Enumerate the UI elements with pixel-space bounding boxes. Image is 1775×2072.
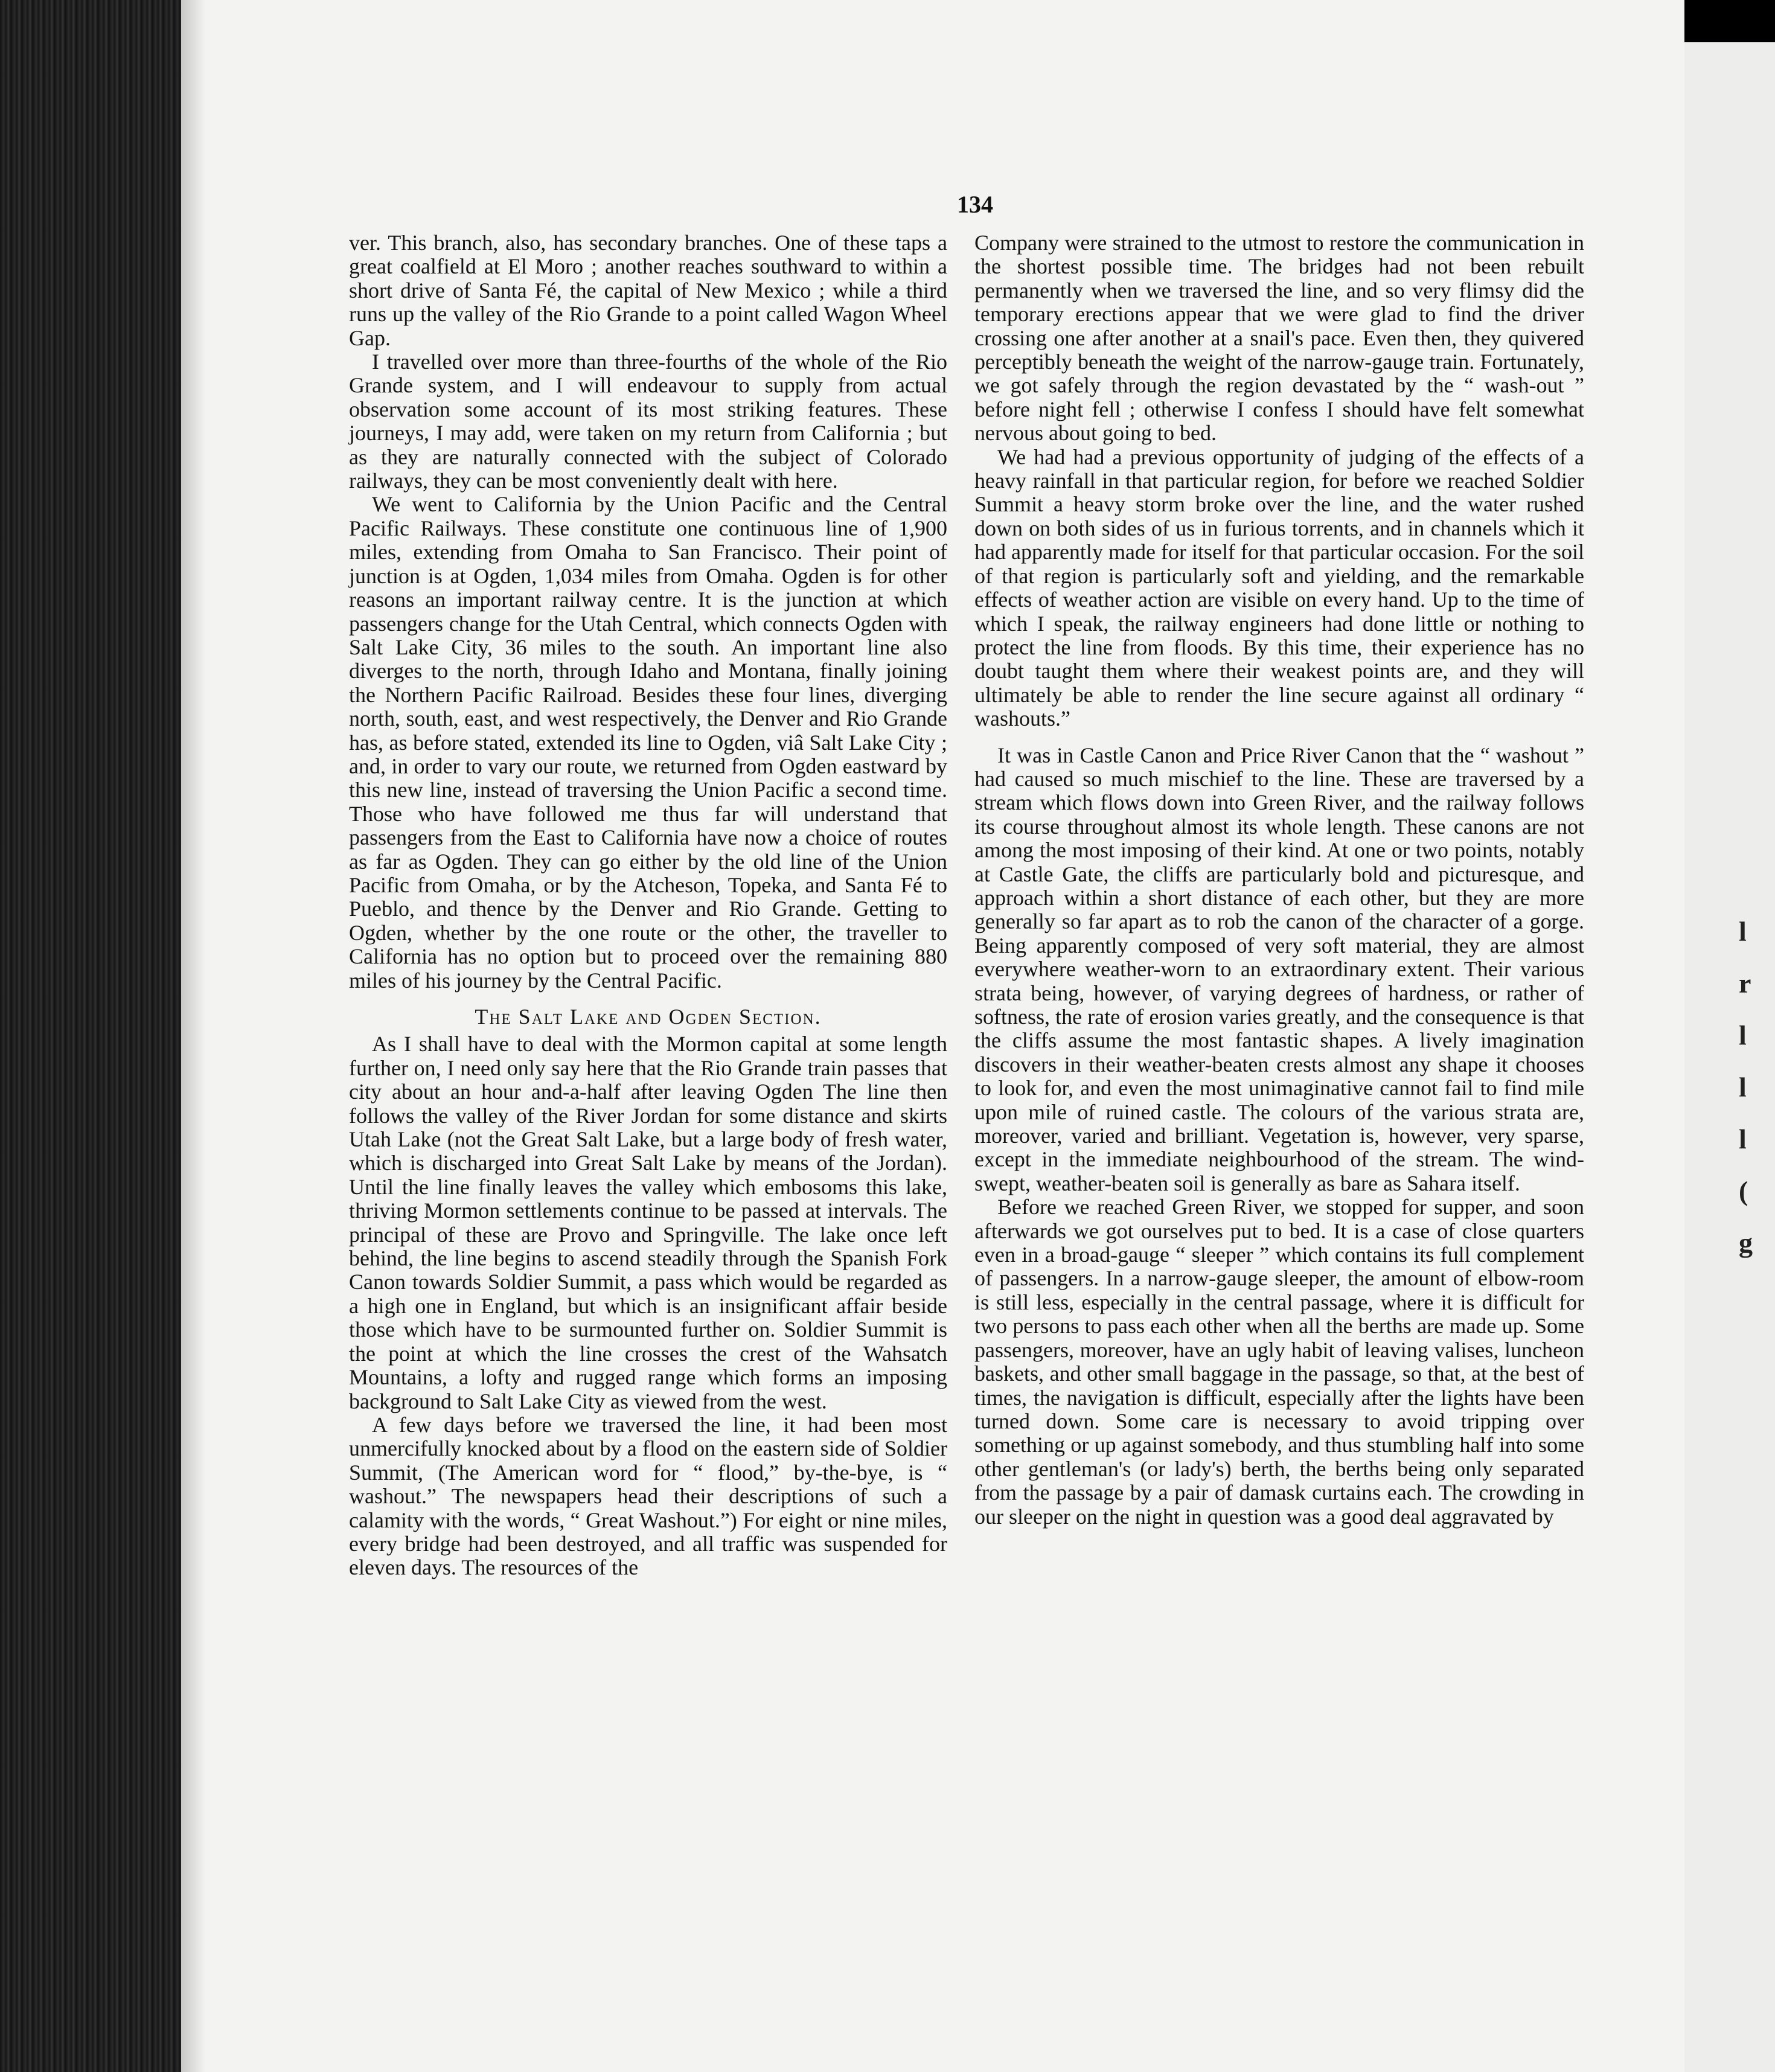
section-heading: The Salt Lake and Ogden Section. [475, 1005, 822, 1029]
gutter-shadow [181, 0, 205, 2072]
paragraph: Company were strained to the utmost to restore the communication in the shortest possible time. The bridges had not been rebuilt permanently when we traversed the line, and so very flimsy did the temporary erections appear that we were glad to find the driver crossing one after another at a snail's pace. Even then, they quivered perceptibly beneath the weight of the narrow-gauge train. Fortunately, we got safely through the region devastated by the “ wash-out ” before night fell ; otherwise I confess I should have felt somewhat nervous about going to bed. [974, 231, 1584, 446]
paragraph: We had had a previous opportunity of judging of the effects of a heavy rainfall in that particular region, for before we reached Soldier Summit a heavy storm broke over the line, and the water rushed down on both sides of us in furious torrents, and in channels which it had apparently made for itself for that particular occasion. For the soil of that region is particularly soft and yielding, and the remarkable effects of weather action are visible on every hand. Up to the time of which I speak, the railway engineers had done little or nothing to protect the line from floods. By this time, their experience has no doubt taught them where their weakest points are, and they will ultimately be able to render the line secure against all ordinary “ washouts.” [974, 444, 1584, 731]
left-column [349, 231, 947, 1580]
right-column [974, 231, 1584, 1529]
paragraph: It was in Castle Canon and Price River Canon that the “ washout ” had caused so much mischief to the line. These are traversed by a stream which flows down into Green River, and the railway follows its course throughout almost its whole length. These canons are not among the most imposing of their kind. At one or two points, notably at Castle Gate, the cliffs are particularly bold and picturesque, and approach within a short distance of each other, but they are more generally so far apart as to rob the canon of the character of a gorge. Being apparently composed of very soft material, they are almost everywhere weather-worn to an extraordinary extent. Their various strata being, however, of varying degrees of hardness, or rather of softness, the rate of erosion varies greatly, and the consequence is that the cliffs assume the most fantastic shapes. A lively imagination discovers in their weather-beaten crests almost any shape it chooses to look for, and even the most unimaginative cannot fail to find mile upon mile of ruined castle. The colours of the various strata are, moreover, varied and brilliant. Vegetation is, however, very sparse, except in the immediate neighbourhood of the stream. The wind-swept, weather-beaten soil is generally as bare as Sahara itself. [974, 743, 1584, 1195]
adjacent-page-edge-text: l r l l l ( g [1739, 916, 1753, 1258]
book-page-edge [0, 0, 181, 2072]
page-number: 134 [957, 191, 993, 218]
adjacent-page [1684, 42, 1775, 2072]
paragraph: ver. This branch, also, has secondary branches. One of these taps a great coalfield at El Moro ; another reaches southward to within a short drive of Santa Fé, the capital of New Mexico ; while a third runs up the valley of the Rio Grande to a point called Wagon Wheel Gap. [349, 231, 947, 350]
paragraph: Before we reached Green River, we stopped for supper, and soon afterwards we got ourselves put to bed. It is a case of close quarters even in a broad-gauge “ sleeper ” which contains its full complement of passengers. In a narrow-gauge sleeper, the amount of elbow-room is still less, especially in the central passage, where it is difficult for two persons to pass each other when all the berths are made up. Some passengers, moreover, have an ugly habit of leaving valises, luncheon baskets, and other small baggage in the passage, so that, at the best of times, the navigation is difficult, especially after the lights have been turned down. Some care is necessary to avoid tripping over something or up against somebody, and thus stumbling half into some other gentleman's (or lady's) berth, the berths being only separated from the passage by a pair of damask curtains each. The crowding in our sleeper on the night in question was a good deal aggravated by [974, 1195, 1584, 1529]
paragraph: We went to California by the Union Pacific and the Central Pacific Railways. These constitute one continuous line of 1,900 miles, extending from Omaha to San Francisco. Their point of junction is at Ogden, 1,034 miles from Omaha. Ogden is for other reasons an important railway centre. It is the junction at which passengers change for the Utah Central, which connects Ogden with Salt Lake City, 36 miles to the south. An important line also diverges to the north, through Idaho and Montana, finally joining the Northern Pacific Railroad. Besides these four lines, diverging north, south, east, and west respectively, the Denver and Rio Grande has, as before stated, extended its line to Ogden, viâ Salt Lake City ; and, in order to vary our route, we returned from Ogden eastward by this new line, instead of traversing the Union Pacific a second time. Those who have followed me thus far will understand that passengers from the East to California have now a choice of routes as far as Ogden. They can go either by the old line of the Union Pacific from Omaha, or by the Atcheson, Topeka, and Santa Fé to Pueblo, and thence by the Denver and Rio Grande. Getting to Ogden, whether by the one route or the other, the traveller to California has no option but to proceed over the remaining 880 miles of his journey by the Central Pacific. [349, 492, 947, 993]
paragraph: As I shall have to deal with the Mormon capital at some length further on, I need only say here that the Rio Grande train passes that city about an hour and-a-half after leaving Ogden The line then follows the valley of the River Jordan for some distance and skirts Utah Lake (not the Great Salt Lake, but a large body of fresh water, which is discharged into Great Salt Lake by means of the Jordan). Until the line finally leaves the valley which embosoms this lake, thriving Mormon settlements continue to be passed at intervals. The principal of these are Provo and Springville. The lake once left behind, the line begins to ascend steadily through the Spanish Fork Canon towards Soldier Summit, a pass which would be regarded as a high one in England, but which is an insignificant affair beside those which have to be surmounted further on. Soldier Summit is the point at which the line crosses the crest of the Wahsatch Mountains, a lofty and rugged range which forms an imposing background to Salt Lake City as viewed from the west. [349, 1032, 947, 1413]
paragraph: I travelled over more than three-fourths of the whole of the Rio Grande system, and I will endeavour to supply from actual observation some account of its most striking features. These journeys, I may add, were taken on my return from California ; but as they are naturally connected with the subject of Colorado railways, they can be most conveniently dealt with here. [349, 350, 947, 493]
paragraph: A few days before we traversed the line, it had been most unmercifully knocked about by a flood on the eastern side of Soldier Summit, (The American word for “ flood,” by-the-bye, is “ washout.” The newspapers head their descriptions of such a calamity with the words, “ Great Washout.”) For eight or nine miles, every bridge had been destroyed, and all traffic was suspended for eleven days. The resources of the [349, 1412, 947, 1580]
